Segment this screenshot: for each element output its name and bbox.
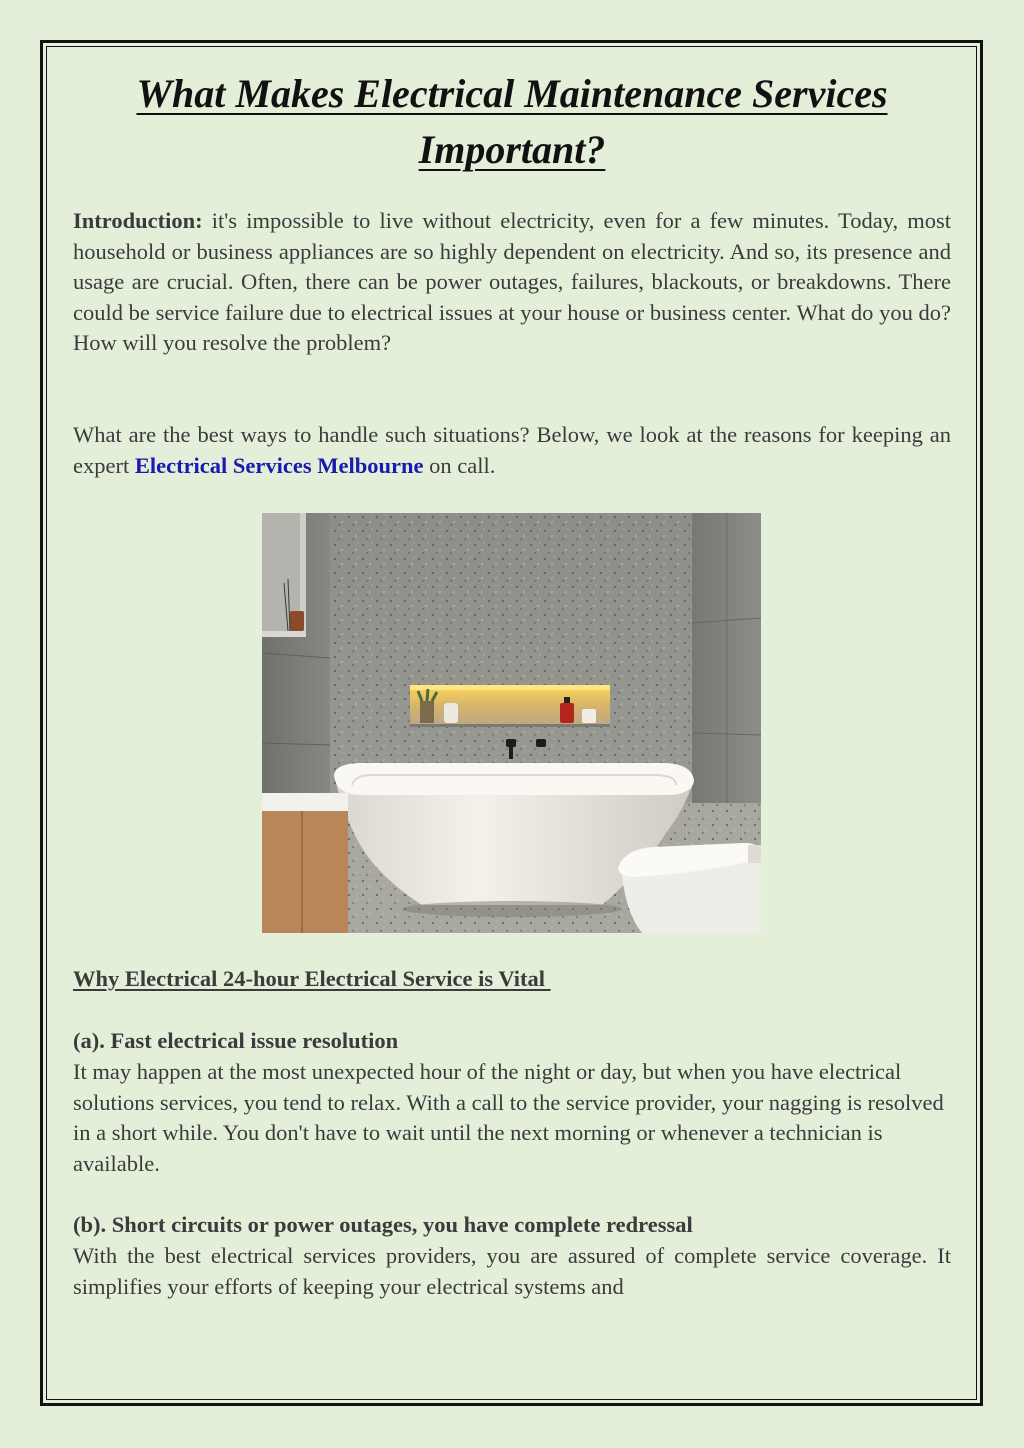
item-a-heading: (a). Fast electrical issue resolution — [73, 1028, 399, 1053]
intro-paragraph — [73, 206, 951, 359]
document-title: What Makes Electrical Maintenance Services Important? — [136, 71, 888, 172]
item-a-text: It may happen at the most unexpected hour of the night or day, but when you have electrical solutions services, you tend to relax. With a call to the service provider, your nagging is resolved in a short while. You don't have to wait until the next morning or whenever a technician is available. — [73, 1059, 944, 1176]
bathroom-photo — [262, 513, 761, 933]
reasons-text-before: What are the best ways to handle such situations? Below, we look at the reasons for keeping an expert — [73, 422, 951, 478]
item-b-text: With the best electrical services providers, you are assured of complete service coverage. It simplifies your efforts of keeping your electrical systems and — [73, 1243, 951, 1299]
reasons-text-after: on call. — [423, 452, 496, 478]
intro-text: it's impossible to live without electricity, even for a few minutes. Today, most household or business appliances are so highly dependent on electricity. And so, its presence and usage are crucial. Often, there can be power outages, failures, blackouts, or breakdowns. There could be service failure due to electrical issues at your house or business center. What do you do? How will you resolve the problem? — [73, 208, 951, 355]
section-heading: Why Electrical 24-hour Electrical Service is Vital — [73, 966, 551, 991]
reasons-paragraph — [73, 420, 951, 481]
intro-label: Introduction: — [73, 208, 203, 233]
electrical-services-melbourne-link[interactable]: Electrical Services Melbourne — [134, 452, 424, 478]
item-b-heading: (b). Short circuits or power outages, you have complete redressal — [73, 1212, 693, 1237]
